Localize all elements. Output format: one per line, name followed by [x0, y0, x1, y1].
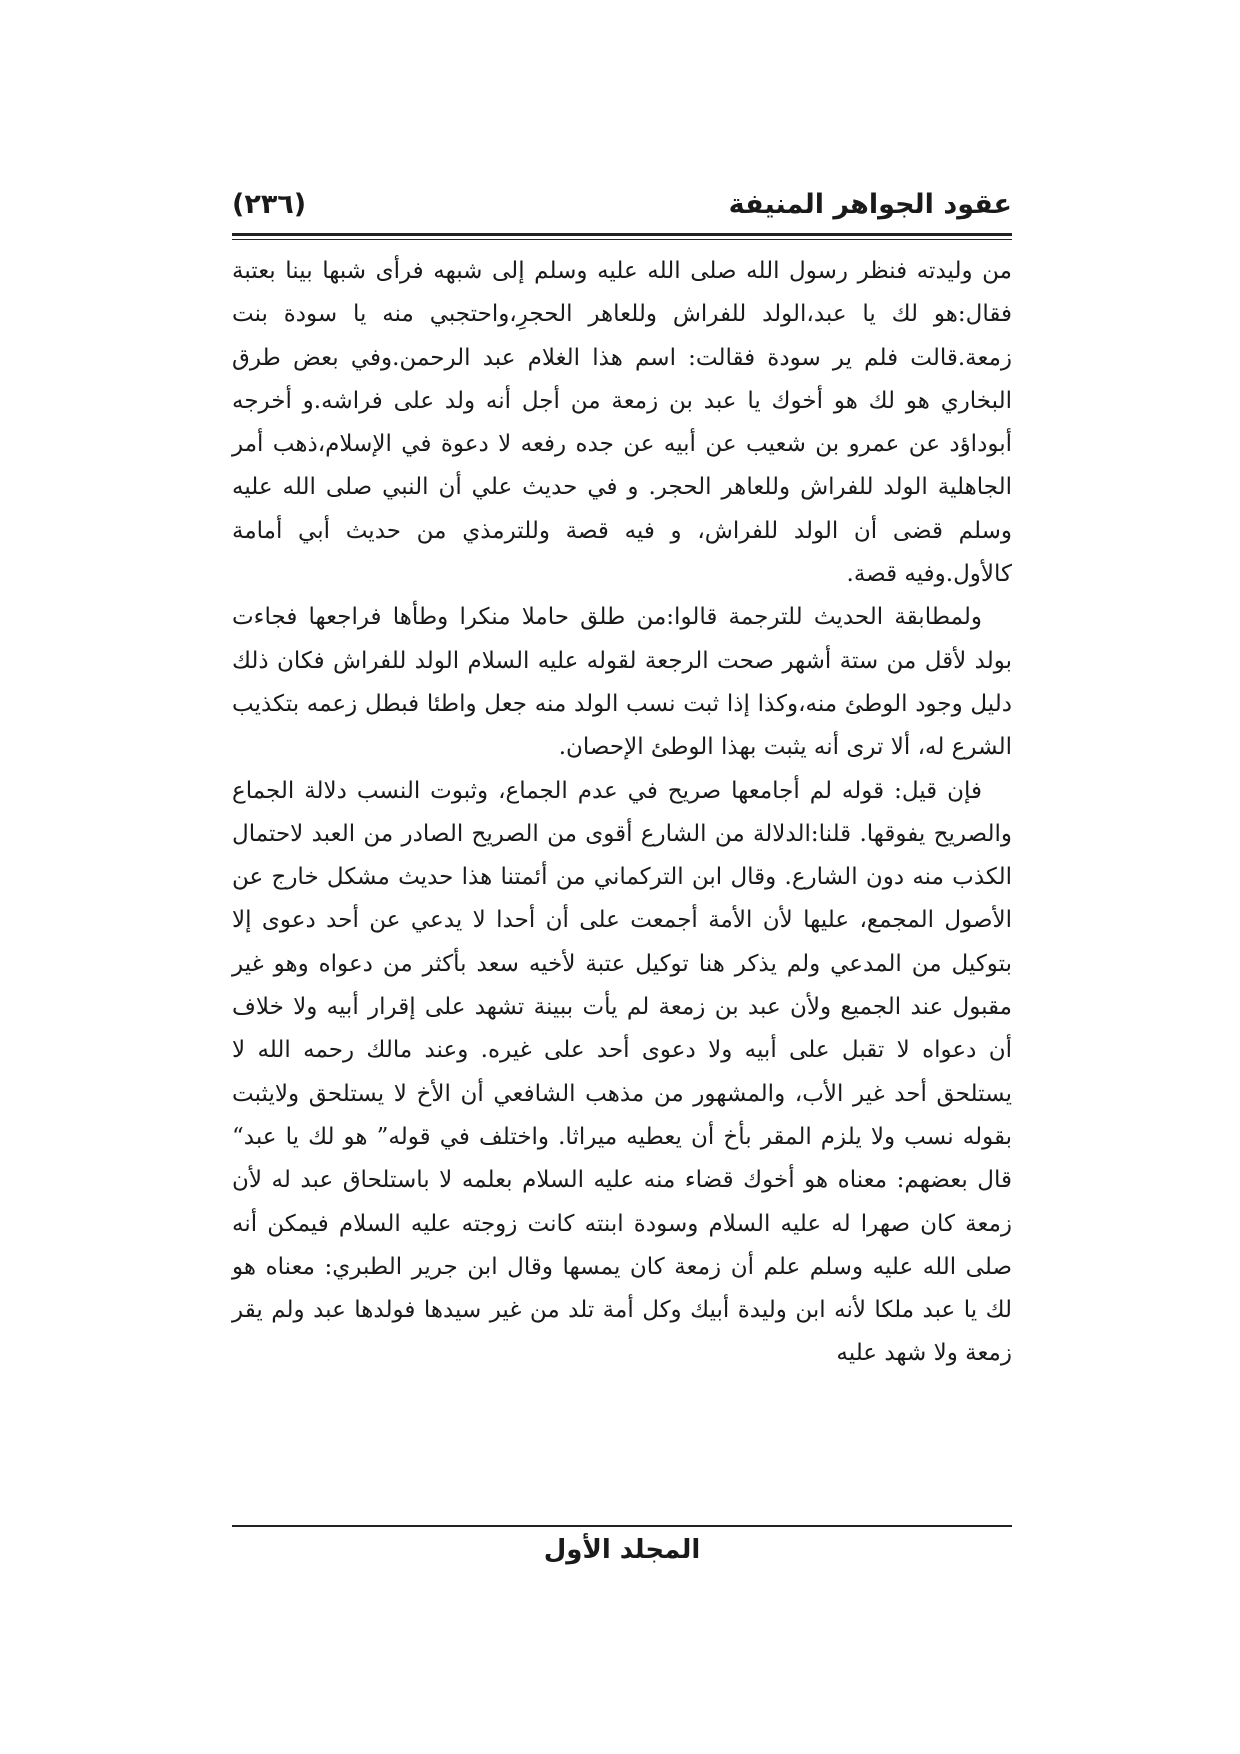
header-rule-thick — [232, 233, 1012, 236]
book-title: عقود الجواهر المنيفة — [728, 188, 1012, 220]
paragraph: فإن قيل: قوله لم أجامعها صريح في عدم الجماع، وثبوت النسب دلالة الجماع والصريح يفوقها. قلنا:الدلالة من الشارع أقوى من الصريح الصادر من العبد لاحتمال الكذب منه دون الشارع. وقال ابن التركماني من أئمتنا هذا حديث مشكل خارج عن الأصول المجمع، عليها لأن الأمة أجمعت على أن أحدا لا يدعي عن أحد دعوى إلا بتوكيل من المدعي ولم يذكر هنا توكيل عتبة لأخيه سعد بأكثر من دعواه وهو غير مقبول عند الجميع ولأن عبد بن زمعة لم يأت ببينة تشهد على إقرار أبيه ولا خلاف أن دعواه لا تقبل على أبيه ولا دعوى أحد على غيره. وعند مالك رحمه الله لا يستلحق أحد غير الأب، والمشهور من مذهب الشافعي أن الأخ لا يستلحق ولايثبت بقوله نسب ولا يلزم المقر بأخ أن يعطيه ميراثا. واختلف في قوله” هو لك يا عبد“ قال بعضهم: معناه هو أخوك قضاء منه عليه السلام بعلمه لا باستلحاق عبد له لأن زمعة كان صهرا له عليه السلام وسودة ابنته كانت زوجته عليه السلام فيمكن أنه صلى الله عليه وسلم علم أن زمعة كان يمسها وقال ابن جرير الطبري: معناه هو لك يا عبد ملكا لأنه ابن وليدة أبيك وكل أمة تلد من غير سيدها فولدها عبد ولم يقر زمعة ولا شهد عليه — [232, 777, 1012, 1367]
header-rule-thin — [232, 239, 1012, 240]
footer-rule — [232, 1525, 1012, 1527]
paragraph-continued: من وليدته فنظر رسول الله صلى الله عليه وسلم إلى شبهه فرأى شبها بينا بعتبة فقال:هو لك يا عبد،الولد للفراش وللعاهر الحجرِ،واحتجبي منه يا سودة بنت زمعة.قالت فلم ير سودة فقالت: اسم هذا الغلام عبد الرحمن.وفي بعض طرق البخاري هو لك هو أخوك يا عبد بن زمعة من أجل أنه ولد على فراشه.و أخرجه أبوداؤد عن عمرو بن شعيب عن أبيه عن جده رفعه لا دعوة في الإسلام،ذهب أمر الجاهلية الولد للفراش وللعاهر الحجر. و في حديث علي أن النبي صلى الله عليه وسلم قضى أن الولد للفراش، و فيه قصة وللترمذي من حديث أبي أمامة كالأول.وفيه قصة. — [232, 258, 1012, 588]
paragraph: ولمطابقة الحديث للترجمة قالوا:من طلق حاملا منكرا وطأها فراجعها فجاءت بولد لأقل من ستة أشهر صحت الرجعة لقوله عليه السلام الولد للفراش فكان ذلك دليل وجود الوطئ منه،وكذا إذا ثبت نسب الولد منه جعل واطئا فبطل زعمه بتكذيب الشرع له، ألا ترى أنه يثبت بهذا الوطئ الإحصان. — [232, 604, 1012, 761]
page-number: (٢٣٦) — [232, 188, 307, 220]
page-header — [232, 180, 1012, 228]
body-text — [232, 250, 1012, 1376]
volume-label: المجلد الأول — [543, 1535, 701, 1565]
